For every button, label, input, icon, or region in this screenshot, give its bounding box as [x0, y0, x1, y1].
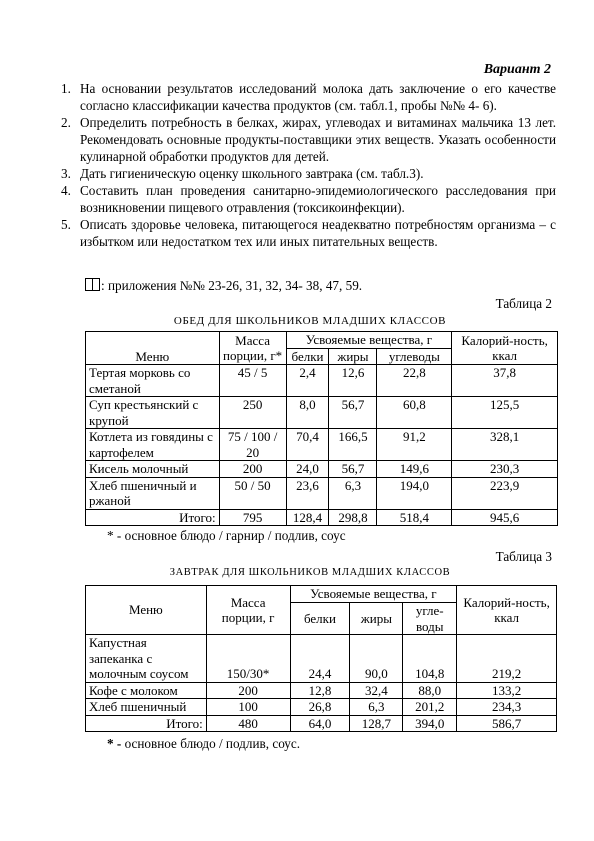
task-list — [61, 80, 556, 250]
table-row: Суп крестьянский с крупой 250 8,0 56,7 60,8 125,5 — [86, 397, 558, 429]
table3-footnote: * - основное блюдо / подлив, соус. — [107, 736, 301, 751]
task-item: 1. На основании результатов исследований молока дать заключение о его качестве согласно классификации качества продуктов (см. табл.1, пробы №№ 4- 6). — [61, 81, 556, 113]
task-item: 2. Определить потребность в белках, жирах, углеводах и витаминах мальчика 13 лет. Рекомендовать основные продукты-поставщики этих веществ. Указать особенности кулинарной обработки продуктов для детей. — [61, 115, 556, 164]
col-header-mass: Масса порции, г* — [219, 332, 286, 365]
col-header-digestible: Усвояемые вещества, г — [290, 586, 457, 603]
task-text: Составить план проведения санитарно-эпидемиологического расследования при возникновении пищевого отравления (токсикоинфекции). — [80, 183, 556, 215]
table2-label: Таблица 2 — [495, 296, 552, 311]
task-text: Дать гигиеническую оценку школьного завтрака (см. табл.3). — [80, 166, 424, 181]
table-row: Котлета из говядины с картофелем 75 / 100 / 20 70,4 166,5 91,2 328,1 — [86, 429, 558, 461]
references-line — [85, 277, 362, 294]
col-header-menu: Меню — [86, 332, 220, 365]
table-row: Кофе с молоком 200 12,8 32,4 88,0 133,2 — [86, 682, 557, 699]
task-text: На основании результатов исследований молока дать заключение о его качестве согласно классификации качества продуктов (см. табл.1, пробы №№ 4- 6). — [80, 81, 556, 113]
task-item: 4. Составить план проведения санитарно-эпидемиологического расследования при возникновении пищевого отравления (токсикоинфекции). — [61, 183, 556, 215]
table-row: Хлеб пшеничный 100 26,8 6,3 201,2 234,3 — [86, 699, 557, 716]
table-row: Тертая морковь со сметаной 45 / 5 2,4 12,6 22,8 37,8 — [86, 365, 558, 397]
col-header-fat: жиры — [350, 603, 403, 635]
table-total-row: Итого: 795 128,4 298,8 518,4 945,6 — [86, 509, 558, 526]
task-text: Описать здоровье человека, питающегося неадекватно потребностям организма – с избытком или недостатком тех или иных питательных веществ. — [80, 217, 556, 249]
variant-heading: Вариант 2 — [483, 62, 551, 77]
table2-footnote: * - основное блюдо / гарнир / подлив, соус — [107, 528, 346, 543]
breakfast-table — [85, 585, 557, 732]
book-icon — [85, 278, 100, 291]
table-total-row: Итого: 480 64,0 128,7 394,0 586,7 — [86, 715, 557, 732]
col-header-mass: Масса порции, г — [206, 586, 290, 635]
table3-label: Таблица 3 — [495, 549, 552, 564]
table-row: Хлеб пшеничный и ржаной 50 / 50 23,6 6,3 194,0 223,9 — [86, 477, 558, 509]
table-row: Капустная запеканка с молочным соусом 150/30* 24,4 90,0 104,8 219,2 — [86, 635, 557, 683]
task-item: 3. Дать гигиеническую оценку школьного завтрака (см. табл.3). — [61, 166, 424, 181]
col-header-fat: жиры — [329, 348, 377, 365]
col-header-carb: угле-воды — [403, 603, 457, 635]
lunch-table — [85, 331, 558, 526]
col-header-menu: Меню — [86, 586, 207, 635]
footnote-mark: * - — [107, 736, 122, 751]
table3-title: ЗАВТРАК ДЛЯ ШКОЛЬНИКОВ МЛАДШИХ КЛАССОВ — [169, 567, 451, 578]
table-row: Кисель молочный 200 24,0 56,7 149,6 230,3 — [86, 461, 558, 478]
task-item: 5. Описать здоровье человека, питающегося неадекватно потребностям организма – с избытком или недостатком тех или иных питательных веществ. — [61, 217, 556, 249]
col-header-protein: белки — [290, 603, 350, 635]
references-text: : приложения №№ 23-26, 31, 32, 34- 38, 47, 59. — [101, 278, 363, 293]
task-text: Определить потребность в белках, жирах, углеводах и витаминах мальчика 13 лет. Рекомендовать основные продукты-поставщики этих веществ. Указать особенности кулинарной обработки продуктов для детей. — [80, 115, 556, 164]
col-header-digestible: Усвояемые вещества, г — [286, 332, 452, 349]
col-header-kcal: Калорий-ность, ккал — [452, 332, 558, 365]
col-header-kcal: Калорий-ность, ккал — [457, 586, 557, 635]
col-header-carb: углеводы — [377, 348, 452, 365]
table2-title: ОБЕД ДЛЯ ШКОЛЬНИКОВ МЛАДШИХ КЛАССОВ — [173, 315, 447, 327]
col-header-protein: белки — [286, 348, 329, 365]
